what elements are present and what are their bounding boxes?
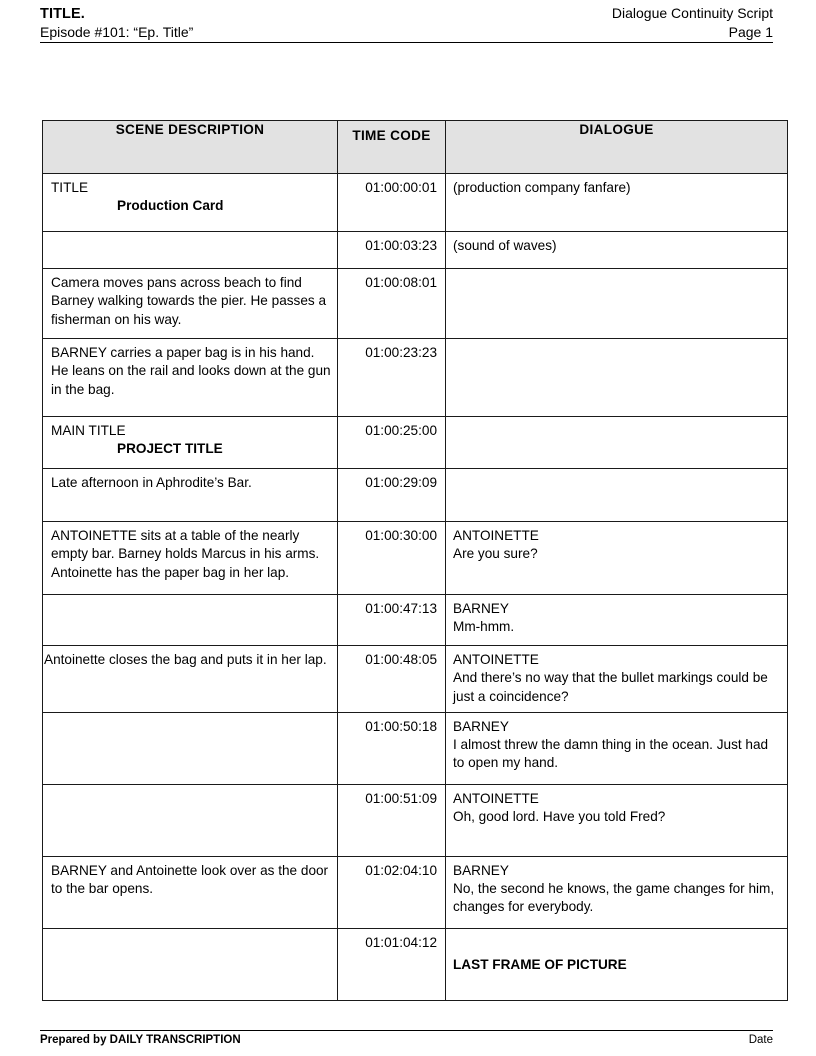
dialogue-cell — [446, 646, 788, 713]
scene-text: Late afternoon in Aphrodite’s Bar. — [51, 475, 252, 490]
scene-description-cell — [43, 646, 338, 713]
scene-text — [43, 785, 337, 796]
scene-description-cell — [43, 784, 338, 856]
time-code-value: 01:00:48:05 — [365, 652, 437, 667]
footer-row — [40, 1033, 773, 1048]
scene-description-cell — [43, 339, 338, 417]
scene-description-cell — [43, 856, 338, 928]
header-row-primary — [40, 4, 773, 23]
dialogue-text — [446, 469, 787, 480]
dialogue-cell-content — [446, 595, 787, 643]
time-code-value: 01:00:51:09 — [365, 790, 437, 806]
table-row — [43, 646, 788, 713]
scene-description-cell — [43, 417, 338, 469]
dialogue-line: I almost threw the damn thing in the ocean. Just had to open my hand. — [453, 737, 769, 771]
time-code-value: 01:00:47:13 — [365, 601, 437, 616]
document-footer — [40, 1030, 773, 1048]
time-code-value: 01:00:30:00 — [365, 528, 437, 543]
dialogue-speaker: BARNEY — [453, 601, 509, 616]
time-code-value: 01:02:04:10 — [365, 862, 437, 878]
prepared-by-label: Prepared by DAILY TRANSCRIPTION — [40, 1034, 241, 1046]
scene-subtitle: Production Card — [117, 198, 224, 214]
date-label: Date — [748, 1034, 773, 1046]
scene-description-cell — [43, 522, 338, 595]
dialogue-text — [446, 417, 787, 428]
dialogue-cell — [446, 522, 788, 595]
dialogue-text: (production company fanfare) — [453, 180, 631, 195]
dialogue-speaker: ANTOINETTE — [453, 528, 539, 543]
dialogue-cell — [446, 232, 788, 269]
dialogue-speaker: BARNEY — [453, 862, 509, 878]
table-row — [43, 269, 788, 339]
dialogue-cell — [446, 784, 788, 856]
dialogue-cell — [446, 469, 788, 522]
dialogue-cell — [446, 174, 788, 232]
time-code-cell — [338, 595, 446, 646]
scene-description-cell — [43, 712, 338, 784]
table-body — [43, 174, 788, 1001]
page-number: Page 1 — [728, 24, 773, 40]
document-title: TITLE. — [40, 6, 85, 22]
scene-text: Camera moves pans across beach to find Barney walking towards the pier. He passes a fisherman on his way. — [51, 275, 327, 327]
column-header-dialogue: DIALOGUE — [446, 121, 788, 174]
table-row — [43, 712, 788, 784]
time-code-cell — [338, 232, 446, 269]
time-code-cell — [338, 712, 446, 784]
time-code-cell — [338, 174, 446, 232]
time-code-cell — [338, 646, 446, 713]
scene-description-cell — [43, 469, 338, 522]
time-code-value: 01:00:29:09 — [365, 475, 437, 490]
scene-text — [43, 713, 337, 724]
time-code-value: 01:01:04:12 — [365, 934, 437, 950]
time-code-value: 01:00:08:01 — [365, 275, 437, 290]
scene-text: TITLE — [51, 180, 89, 195]
dialogue-text — [446, 339, 787, 350]
table-row — [43, 232, 788, 269]
dialogue-line: Mm-hmm. — [453, 619, 515, 635]
scene-text: BARNEY and Antoinette look over as the door to the bar opens. — [51, 862, 329, 897]
scene-description-cell — [43, 928, 338, 1000]
dialogue-cell-content — [446, 785, 787, 833]
time-code-value: 01:00:50:18 — [365, 718, 437, 734]
scene-text — [43, 595, 337, 606]
dialogue-speaker: BARNEY — [453, 718, 509, 734]
dialogue-speaker: ANTOINETTE — [453, 790, 539, 806]
scene-cell-content — [43, 174, 337, 222]
time-code-cell — [338, 339, 446, 417]
time-code-cell — [338, 784, 446, 856]
dialogue-line: Oh, good lord. Have you told Fred? — [453, 809, 666, 825]
time-code-value: 01:00:00:01 — [365, 180, 437, 195]
dialogue-cell — [446, 269, 788, 339]
dialogue-cell — [446, 595, 788, 646]
header-row-secondary — [40, 23, 773, 41]
scene-text — [43, 929, 337, 940]
dialogue-line: And there’s no way that the bullet markings could be just a coincidence? — [453, 670, 768, 704]
table-row — [43, 417, 788, 469]
table-row — [43, 522, 788, 595]
dialogue-line: Are you sure? — [453, 546, 538, 562]
table-header — [43, 121, 788, 174]
scene-description-cell — [43, 174, 338, 232]
dialogue-cell — [446, 712, 788, 784]
scene-text: Antoinette closes the bag and puts it in her lap. — [44, 652, 327, 667]
continuity-script-table — [42, 120, 788, 1001]
column-header-scene-description: SCENE DESCRIPTION — [43, 121, 338, 174]
time-code-cell — [338, 522, 446, 595]
scene-description-cell — [43, 232, 338, 269]
table-row — [43, 469, 788, 522]
dialogue-cell — [446, 856, 788, 928]
dialogue-cell — [446, 928, 788, 1000]
dialogue-speaker: ANTOINETTE — [453, 652, 539, 667]
episode-label: Episode #101: “Ep. Title” — [40, 24, 194, 40]
time-code-cell — [338, 417, 446, 469]
table-header-row — [43, 121, 788, 174]
scene-description-cell — [43, 269, 338, 339]
time-code-cell — [338, 928, 446, 1000]
time-code-cell — [338, 469, 446, 522]
table-row — [43, 856, 788, 928]
scene-text — [43, 232, 337, 243]
end-of-picture-marker: LAST FRAME OF PICTURE — [453, 956, 627, 972]
time-code-cell — [338, 269, 446, 339]
scene-description-cell — [43, 595, 338, 646]
dialogue-cell-content — [446, 857, 787, 923]
table-row — [43, 928, 788, 1000]
scene-text: BARNEY carries a paper bag is in his hand. He leans on the rail and looks down at the gun in the bag. — [51, 345, 331, 397]
scene-cell-content — [43, 417, 337, 465]
time-code-value: 01:00:25:00 — [365, 423, 437, 438]
time-code-value: 01:00:03:23 — [365, 238, 437, 253]
document-header — [40, 4, 773, 43]
table-row — [43, 784, 788, 856]
dialogue-text — [446, 269, 787, 280]
scene-text: ANTOINETTE sits at a table of the nearly empty bar. Barney holds Marcus in his arms. Antoinette has the paper bag in her lap. — [51, 528, 320, 580]
dialogue-cell — [446, 417, 788, 469]
dialogue-cell — [446, 339, 788, 417]
scene-subtitle: PROJECT TITLE — [117, 441, 223, 457]
document-type-label: Dialogue Continuity Script — [611, 5, 773, 21]
table-row — [43, 595, 788, 646]
dialogue-line: No, the second he knows, the game changes for him, changes for everybody. — [453, 881, 775, 915]
scene-text: MAIN TITLE — [51, 423, 126, 438]
column-header-time-code: TIME CODE — [338, 121, 446, 174]
dialogue-text: (sound of waves) — [453, 238, 557, 253]
dialogue-cell-content — [446, 713, 787, 779]
table-row — [43, 339, 788, 417]
dialogue-cell-content — [446, 522, 787, 570]
dialogue-cell-content — [446, 646, 787, 712]
time-code-value: 01:00:23:23 — [365, 345, 437, 360]
time-code-cell — [338, 856, 446, 928]
table-row — [43, 174, 788, 232]
